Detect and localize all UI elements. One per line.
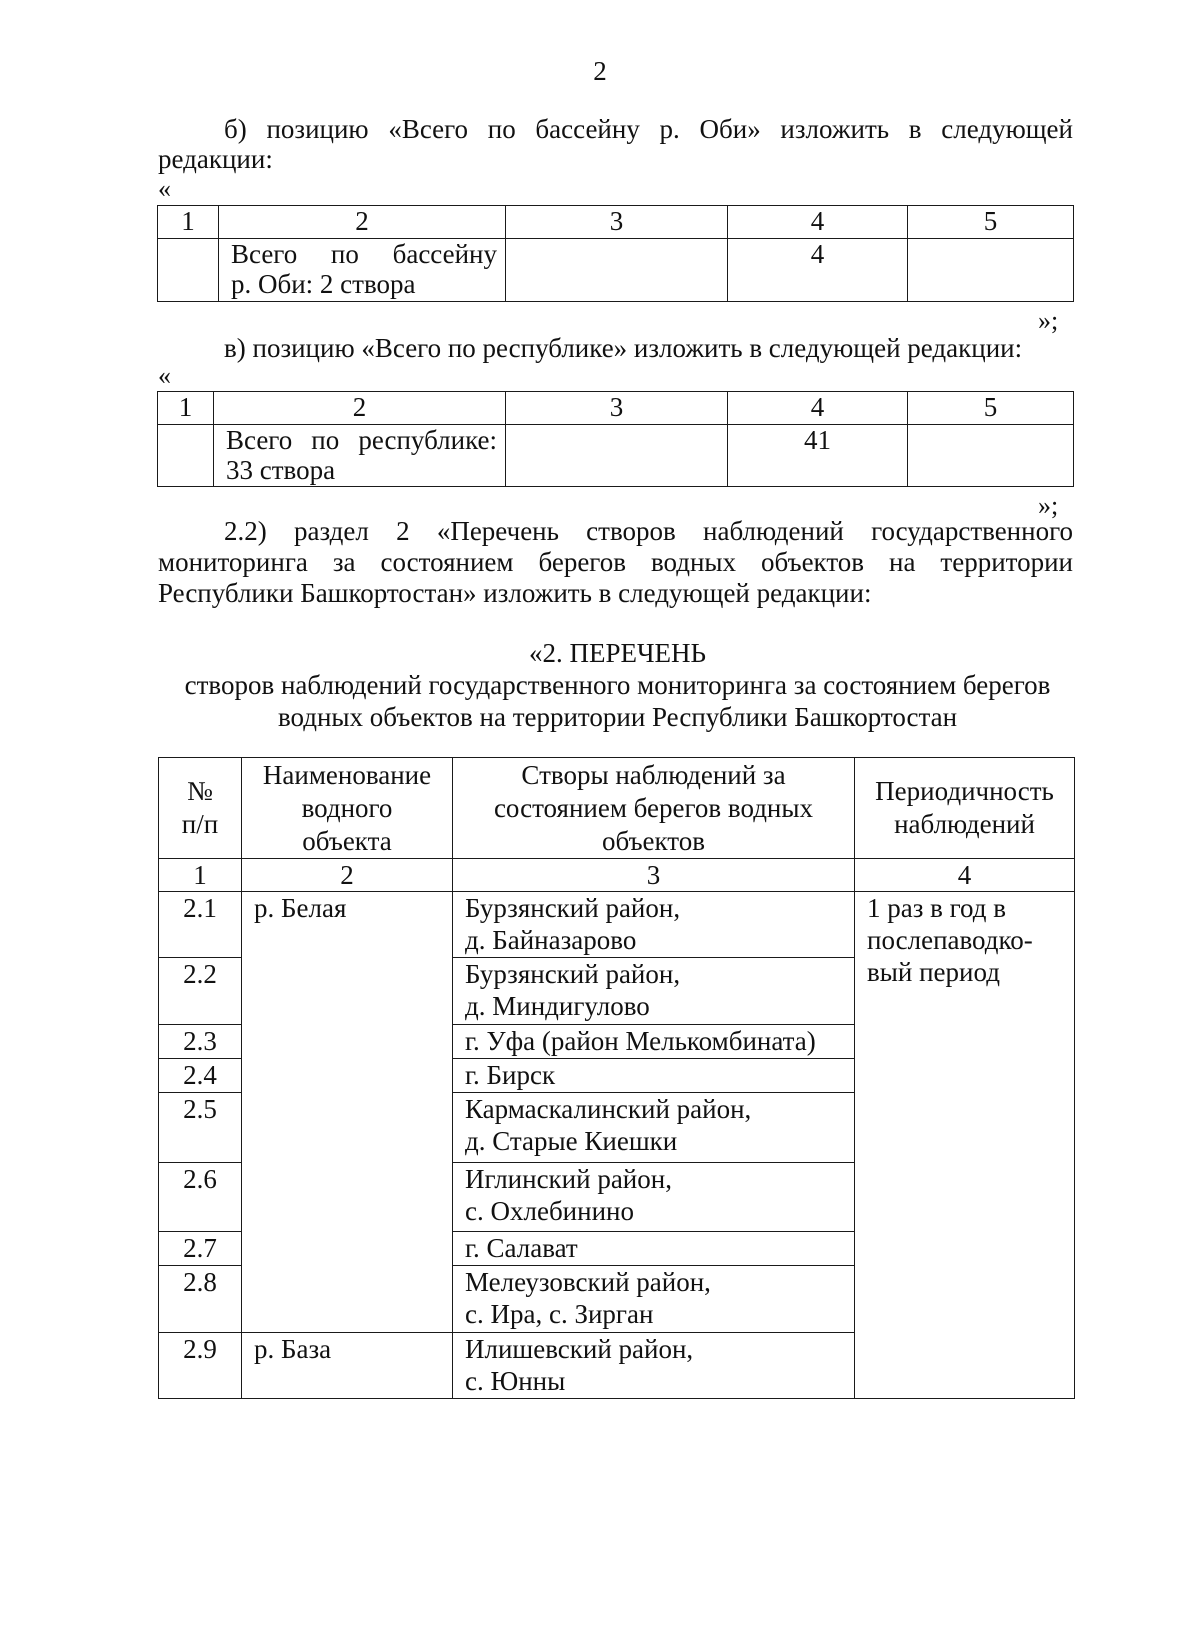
site-cell: г. Уфа (район Мелькомбината) [453,1025,855,1059]
section-b-total-line2: р. Оби: 2 створа [231,269,416,299]
water-body-belaya: р. Белая [242,892,453,1333]
section-b-table [157,205,1074,302]
section-v-total-line2: 33 створа [226,455,336,485]
section-v-intro: в) позицию «Всего по республике» изложить в следующей редакции: [224,333,1023,363]
section-v-total-line1: Всего по республике: [226,425,497,455]
section-b-col4-value: 4 [728,239,908,302]
section-b-header-cell: 3 [506,206,728,239]
section-v-header-cell: 5 [908,392,1074,425]
section-v-empty-cell [506,425,728,487]
water-body-baza: р. База [242,1333,453,1399]
section-b-close-quote: »; [1038,306,1059,335]
section-v-header-cell: 1 [158,392,214,425]
section-b-open-quote: « [158,174,171,203]
section-b-total-line1: Всего по бассейну [231,239,497,269]
site-cell: Бурзянский район, д. Миндигулово [453,958,855,1025]
section-v-col4-value: 41 [728,425,908,487]
column-number: 2 [242,859,453,892]
section-b-empty-cell [506,239,728,302]
row-number: 2.2 [159,958,242,1025]
row-number: 2.5 [159,1093,242,1163]
section-v-open-quote: « [158,361,171,390]
site-cell: Бурзянский район, д. Байназарово [453,892,855,958]
section-22-line1: 2.2) раздел 2 «Перечень створов наблюдений государственного [224,516,1073,546]
column-number: 3 [453,859,855,892]
list-title-line3: водных объектов на территории Республики Башкортостан [277,702,958,732]
section-v-empty-cell [908,425,1074,487]
periodicity-cell: 1 раз в год в послепаводко- вый период [855,892,1075,1399]
row-number: 2.4 [159,1059,242,1093]
header-observation-sites: Створы наблюдений за состоянием берегов водных объектов [453,758,855,859]
row-number: 2.6 [159,1163,242,1232]
section-v-total-cell [214,425,506,487]
row-number: 2.7 [159,1232,242,1266]
section-v-empty-cell [158,425,214,487]
header-num: № п/п [159,758,242,859]
row-number: 2.8 [159,1266,242,1333]
site-cell: Илишевский район, с. Юнны [453,1333,855,1399]
section-22-line2: мониторинга за состоянием берегов водных объектов на территории [158,547,1073,577]
column-number: 1 [159,859,242,892]
section-b-intro-line1: б) позицию «Всего по бассейну р. Оби» изложить в следующей [224,114,1073,144]
section-b-empty-cell [158,239,219,302]
site-cell: Кармаскалинский район, д. Старые Киешки [453,1093,855,1163]
site-cell: Иглинский район, с. Охлебинино [453,1163,855,1232]
row-number: 2.3 [159,1025,242,1059]
site-cell: г. Салават [453,1232,855,1266]
section-22-line3: Республики Башкортостан» изложить в следующей редакции: [158,578,872,608]
list-title [160,637,1075,733]
section-v-header-cell: 3 [506,392,728,425]
row-number: 2.1 [159,892,242,958]
section-v-header-cell: 4 [728,392,908,425]
header-water-body-name: Наименование водного объекта [242,758,453,859]
row-number: 2.9 [159,1333,242,1399]
section-b-header-cell: 4 [728,206,908,239]
section-b-header-cell: 5 [908,206,1074,239]
header-periodicity: Периодичность наблюдений [855,758,1075,859]
section-b-header-cell: 1 [158,206,219,239]
section-b-empty-cell [908,239,1074,302]
monitoring-sites-table [158,757,1075,1399]
section-v-header-cell: 2 [214,392,506,425]
page-number: 2 [593,56,607,86]
site-cell: г. Бирск [453,1059,855,1093]
section-v-close-quote: »; [1038,491,1059,520]
section-b-total-cell [219,239,506,302]
section-v-table [157,391,1074,487]
section-b-intro-line2: редакции: [158,144,273,174]
site-cell: Мелеузовский район, с. Ира, с. Зирган [453,1266,855,1333]
column-number: 4 [855,859,1075,892]
list-title-line1: «2. ПЕРЕЧЕНЬ [528,638,707,668]
section-b-header-cell: 2 [219,206,506,239]
list-title-line2: створов наблюдений государственного мониторинга за состоянием берегов [184,670,1051,700]
